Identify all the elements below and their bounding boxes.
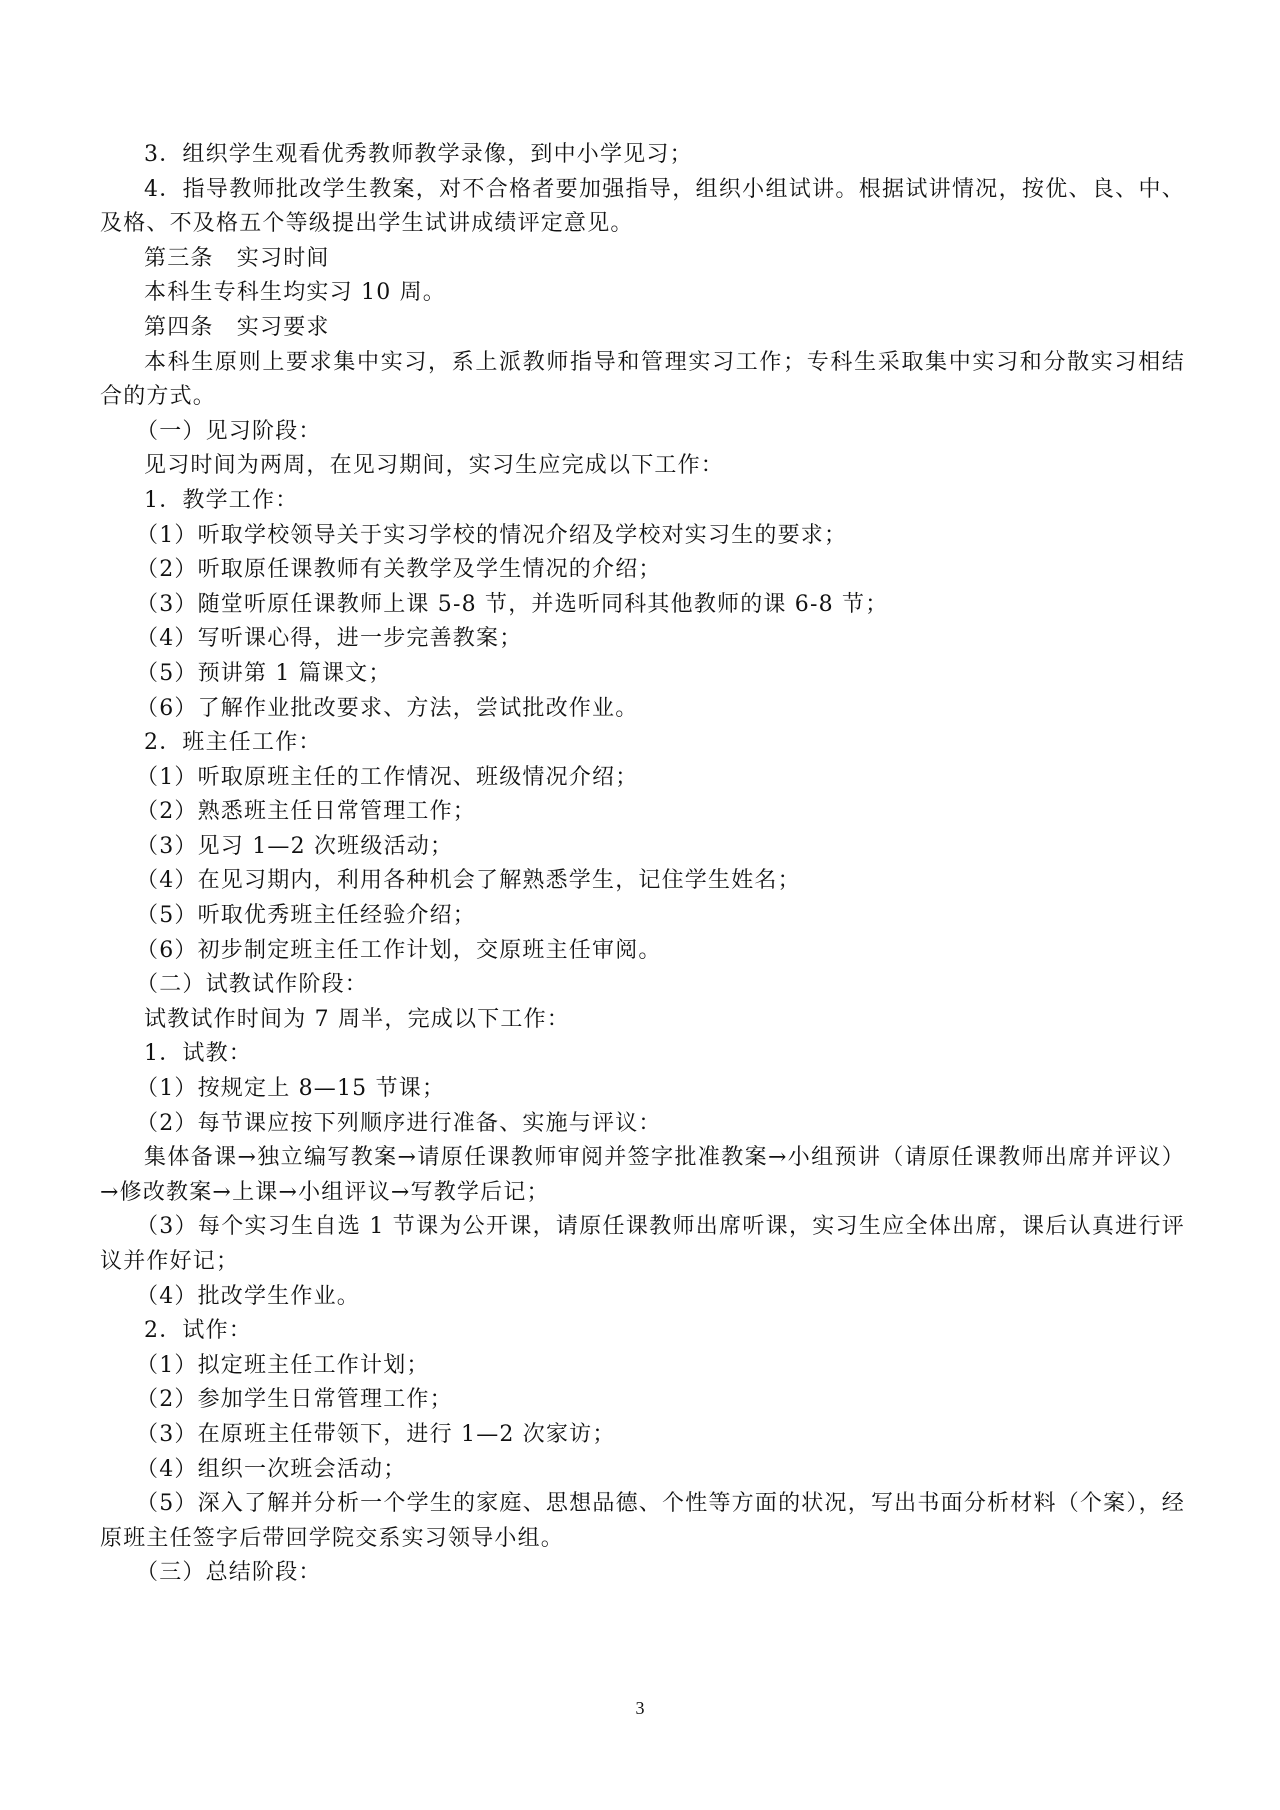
list-item: （6）初步制定班主任工作计划，交原班主任审阅。	[136, 937, 662, 963]
paragraph: 见习时间为两周，在见习期间，实习生应完成以下工作：	[144, 453, 725, 479]
list-item: （2）每节课应按下列顺序进行准备、实施与评议：	[136, 1110, 662, 1136]
list-item: （2）听取原任课教师有关教学及学生情况的介绍；	[136, 557, 662, 583]
list-item: （3）每个实习生自选 1 节课为公开课，请原任课教师出席听课，实习生应全体出席，课后认真进行评议并作好记；	[100, 1214, 1185, 1274]
paragraph: 试教试作时间为 7 周半，完成以下工作：	[144, 1006, 570, 1032]
paragraph: 本科生原则上要求集中实习，系上派教师指导和管理实习工作；专科生采取集中实习和分散实习相结合的方式。	[100, 349, 1185, 410]
list-item: （2）参加学生日常管理工作；	[136, 1387, 453, 1413]
paragraph: 3．组织学生观看优秀教师教学录像，到中小学见习；	[144, 142, 693, 167]
list-item: （1）听取学校领导关于实习学校的情况介绍及学校对实习生的要求；	[136, 522, 848, 548]
list-item: （3）见习 1—2 次班级活动；	[136, 833, 454, 859]
paragraph: 集体备课→独立编写教案→请原任课教师审阅并签字批准教案→小组预讲（请原任课教师出席并评议）→修改教案→上课→小组评议→写教学后记；	[100, 1145, 1185, 1205]
list-item: （6）了解作业批改要求、方法，尝试批改作业。	[136, 695, 639, 721]
list-item: （5）听取优秀班主任经验介绍；	[136, 903, 476, 929]
list-item: （4）在见习期内，利用各种机会了解熟悉学生，记住学生姓名；	[136, 868, 801, 894]
list-heading: 2．班主任工作：	[144, 730, 322, 756]
list-heading: 1．试教：	[144, 1041, 252, 1067]
section-heading: 第四条 实习要求	[144, 314, 330, 340]
list-item: （1）拟定班主任工作计划；	[136, 1352, 430, 1378]
subsection-heading: （三）总结阶段：	[136, 1560, 322, 1586]
list-item: （5）预讲第 1 篇课文；	[136, 660, 392, 686]
list-item: （2）熟悉班主任日常管理工作；	[136, 799, 476, 825]
list-item: （4）写听课心得，进一步完善教案；	[136, 626, 523, 652]
section-heading: 第三条 实习时间	[144, 245, 330, 271]
list-item: （1）听取原班主任的工作情况、班级情况介绍；	[136, 764, 639, 790]
page-number: 3	[635, 1698, 645, 1718]
list-item: （4）批改学生作业。	[136, 1283, 360, 1309]
list-item: （4）组织一次班会活动；	[136, 1456, 407, 1482]
list-item: （1）按规定上 8—15 节课；	[136, 1076, 446, 1102]
list-heading: 2．试作：	[144, 1318, 252, 1344]
list-heading: 1．教学工作：	[144, 487, 299, 513]
list-item: （5）深入了解并分析一个学生的家庭、思想品德、个性等方面的状况，写出书面分析材料（个案），经原班主任签字后带回学院交系实习领导小组。	[100, 1491, 1185, 1551]
document-body	[100, 138, 1185, 1591]
list-item: （3）随堂听原任课教师上课 5-8 节，并选听同科其他教师的课 6-8 节；	[136, 591, 889, 617]
subsection-heading: （一）见习阶段：	[136, 418, 322, 444]
paragraph: 4．指导教师批改学生教案，对不合格者要加强指导，组织小组试讲。根据试讲情况，按优、良、中、及格、不及格五个等级提出学生试讲成绩评定意见。	[100, 176, 1185, 237]
list-item: （3）在原班主任带领下，进行 1—2 次家访；	[136, 1421, 616, 1447]
paragraph: 本科生专科生均实习 10 周。	[144, 280, 446, 306]
subsection-heading: （二）试教试作阶段：	[136, 972, 369, 998]
